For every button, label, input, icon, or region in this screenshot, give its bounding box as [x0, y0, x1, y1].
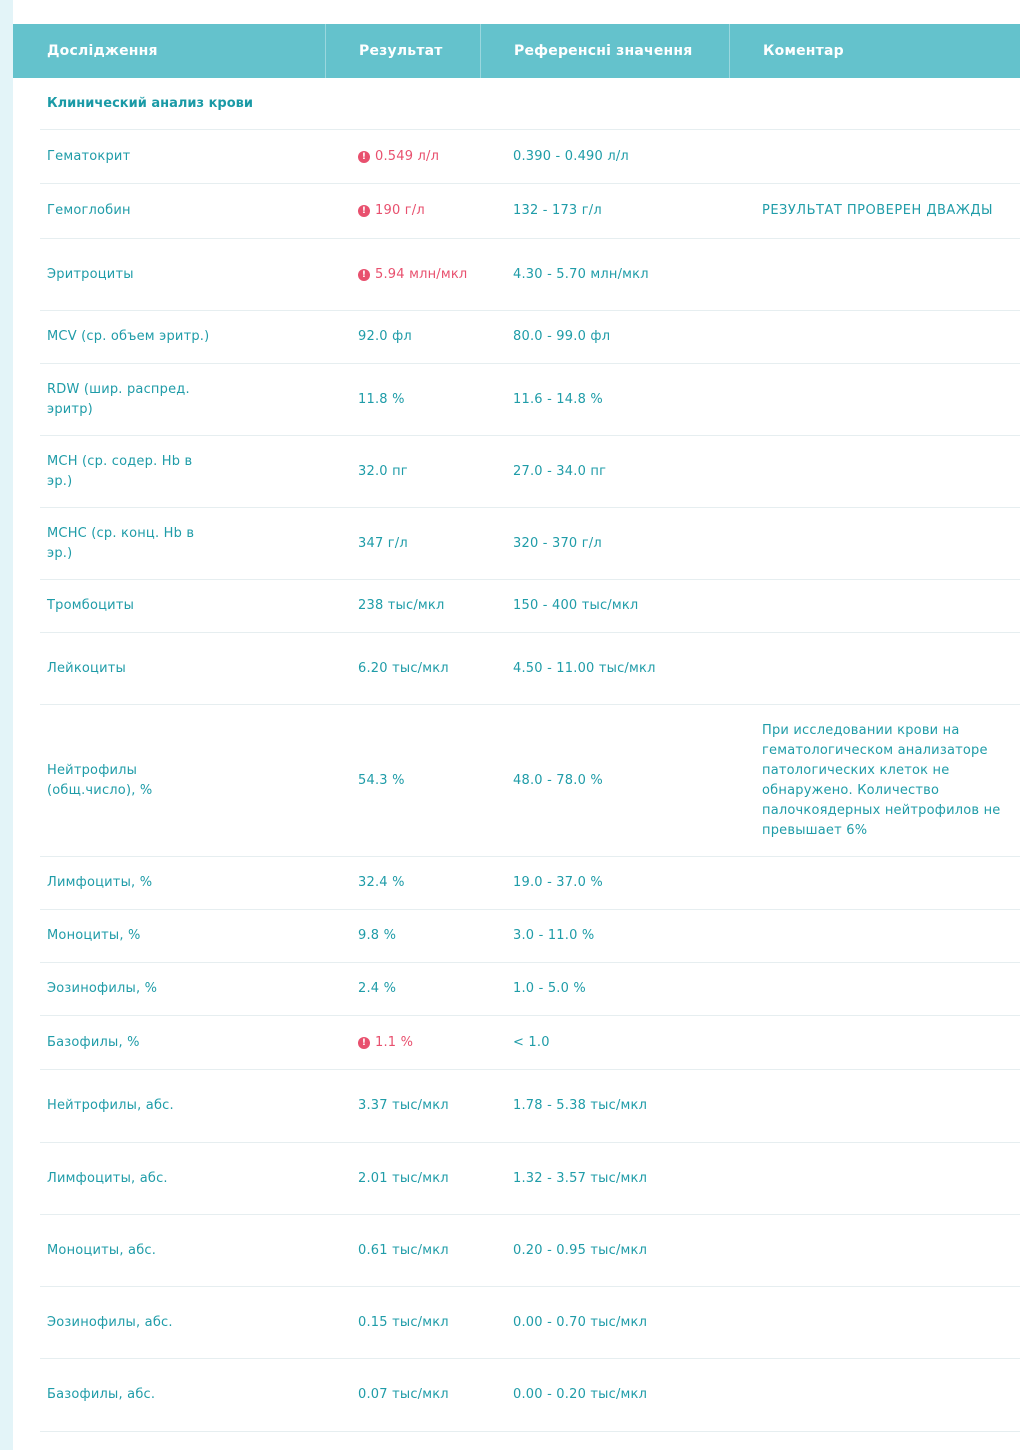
table-header [13, 24, 1020, 78]
result-value: 1.1 % [375, 1034, 414, 1050]
left-side-strip [0, 0, 13, 1450]
test-result [351, 534, 506, 554]
test-name: Эозинофилы, абс. [47, 1314, 173, 1330]
table-row [40, 1215, 1020, 1287]
reference-range: 0.390 - 0.490 л/л [513, 148, 629, 164]
test-result [351, 201, 506, 221]
table-row [40, 364, 1020, 436]
test-name: MCHC (ср. конц. Hb в эр.) [47, 525, 195, 561]
table-row [40, 239, 1020, 311]
test-result [351, 1169, 506, 1189]
test-result [351, 265, 506, 285]
test-result [351, 147, 506, 167]
table-row [40, 1070, 1020, 1143]
test-name: RDW (шир. распред. эритр) [47, 381, 190, 417]
test-name: Нейтрофилы (общ.число), % [47, 762, 153, 798]
result-value: 32.0 пг [358, 463, 408, 479]
result-value: 2.01 тыс/мкл [358, 1170, 449, 1186]
test-name: MCH (ср. содер. Hb в эр.) [47, 453, 193, 489]
test-result [351, 1385, 506, 1405]
test-name: Лейкоциты [47, 660, 126, 676]
table-row [40, 436, 1020, 508]
table-row [40, 1016, 1020, 1070]
test-result [351, 926, 506, 946]
test-comment: РЕЗУЛЬТАТ ПРОВЕРЕН ДВАЖДЫ [762, 203, 993, 218]
test-name: Моноциты, абс. [47, 1242, 157, 1258]
test-name: Нейтрофилы, абс. [47, 1098, 174, 1113]
result-value: 54.3 % [358, 772, 405, 788]
table-row [40, 130, 1020, 184]
test-name: Моноциты, % [47, 928, 141, 943]
header-result: Результат [325, 24, 480, 78]
table-row [40, 910, 1020, 963]
test-result [351, 1096, 506, 1116]
result-value: 238 тыс/мкл [358, 598, 445, 613]
reference-range: 0.00 - 0.70 тыс/мкл [513, 1314, 648, 1330]
reference-range: 3.0 - 11.0 % [513, 928, 595, 943]
test-name: Тромбоциты [47, 598, 135, 613]
result-value: 6.20 тыс/мкл [358, 660, 449, 676]
test-name: Гематокрит [47, 148, 131, 164]
result-value: 92.0 фл [358, 329, 412, 344]
result-value: 0.07 тыс/мкл [358, 1387, 449, 1402]
result-value: 0.61 тыс/мкл [358, 1242, 449, 1258]
test-result [351, 873, 506, 893]
test-name: MCV (ср. объем эритр.) [47, 329, 210, 344]
reference-range: 19.0 - 37.0 % [513, 875, 603, 890]
reference-range: 4.50 - 11.00 тыс/мкл [513, 660, 656, 676]
test-name: Лимфоциты, абс. [47, 1170, 168, 1186]
test-result [351, 1241, 506, 1261]
test-result [351, 1033, 506, 1053]
test-name: Базофилы, абс. [47, 1387, 156, 1402]
result-value: 2.4 % [358, 981, 397, 996]
result-value: 0.15 тыс/мкл [358, 1314, 449, 1330]
header-reference: Референсні значення [480, 24, 729, 78]
test-result [351, 1313, 506, 1333]
table-row [40, 1287, 1020, 1359]
test-result [351, 596, 506, 616]
reference-range: 1.0 - 5.0 % [513, 981, 586, 996]
reference-range: 1.78 - 5.38 тыс/мкл [513, 1098, 648, 1113]
test-result [351, 659, 506, 679]
result-value: 347 г/л [358, 535, 408, 551]
reference-range: 150 - 400 тыс/мкл [513, 598, 639, 613]
reference-range: 27.0 - 34.0 пг [513, 463, 607, 479]
reference-range: 48.0 - 78.0 % [513, 772, 603, 788]
reference-range: 4.30 - 5.70 млн/мкл [513, 266, 649, 282]
test-name: Лимфоциты, % [47, 875, 153, 890]
table-row [40, 1359, 1020, 1432]
result-value: 32.4 % [358, 875, 405, 890]
test-result [351, 390, 506, 410]
result-value: 0.549 л/л [375, 148, 440, 164]
test-name: Эозинофилы, % [47, 981, 158, 996]
table-row [40, 311, 1020, 364]
test-name: Эритроциты [47, 266, 134, 282]
test-result [351, 771, 506, 791]
exclamation-circle-icon: ! [358, 269, 370, 281]
result-value: 9.8 % [358, 928, 397, 943]
table-row [40, 184, 1020, 239]
table-row [40, 580, 1020, 633]
reference-range: 0.00 - 0.20 тыс/мкл [513, 1387, 648, 1402]
test-name: Базофилы, % [47, 1034, 140, 1050]
table-body [40, 78, 1020, 1432]
table-row [40, 963, 1020, 1016]
reference-range: 1.32 - 3.57 тыс/мкл [513, 1170, 648, 1186]
table-row [40, 1143, 1020, 1215]
test-result [351, 462, 506, 482]
table-row [40, 633, 1020, 705]
header-comment: Коментар [729, 24, 1020, 78]
reference-range: < 1.0 [513, 1034, 550, 1050]
result-value: 190 г/л [375, 203, 425, 218]
reference-range: 320 - 370 г/л [513, 535, 602, 551]
test-result [351, 979, 506, 999]
result-value: 3.37 тыс/мкл [358, 1098, 449, 1113]
table-row [40, 508, 1020, 580]
test-comment: При исследовании крови на гематологическом анализаторе патологических клеток не обнаружено. Количество палочкоядерных нейтрофилов не превышает 6% [762, 722, 1001, 838]
reference-range: 80.0 - 99.0 фл [513, 329, 611, 344]
table-row [40, 705, 1020, 857]
reference-range: 132 - 173 г/л [513, 203, 602, 218]
test-result [351, 327, 506, 347]
table-row [40, 857, 1020, 910]
header-research: Дослідження [47, 43, 158, 59]
exclamation-circle-icon: ! [358, 1037, 370, 1049]
exclamation-circle-icon: ! [358, 151, 370, 163]
section-title: Клинический анализ крови [40, 78, 1020, 130]
result-value: 11.8 % [358, 391, 405, 407]
reference-range: 11.6 - 14.8 % [513, 391, 603, 407]
test-name: Гемоглобин [47, 203, 131, 218]
result-value: 5.94 млн/мкл [375, 266, 468, 282]
lab-results-table [13, 24, 1020, 1432]
reference-range: 0.20 - 0.95 тыс/мкл [513, 1242, 648, 1258]
exclamation-circle-icon: ! [358, 205, 370, 217]
